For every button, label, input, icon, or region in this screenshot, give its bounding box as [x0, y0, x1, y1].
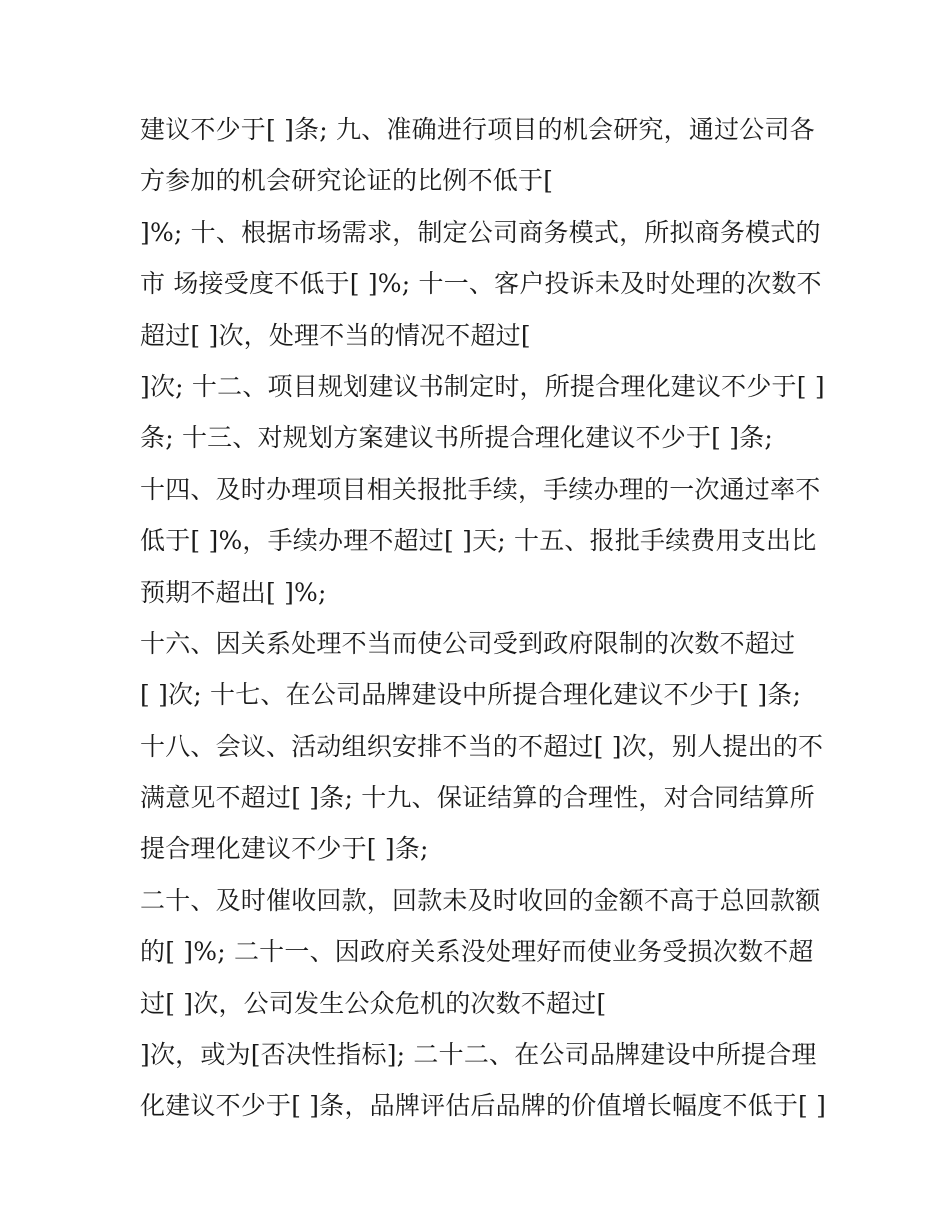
text-line: ]次; 十二、项目规划建议书制定时，所提合理化建议不少于[ ]: [140, 371, 825, 401]
text-line: 十六、因关系处理不当而使公司受到政府限制的次数不超过: [140, 628, 796, 658]
text-line: ]%; 十、根据市场需求，制定公司商务模式，所拟商务模式的: [140, 217, 821, 247]
text-line: 十八、会议、活动组织安排不当的不超过[ ]次，别人提出的不: [140, 731, 824, 761]
text-line: 预期不超出[ ]%;: [140, 577, 327, 607]
text-line: [ ]次; 十七、在公司品牌建设中所提合理化建议不少于[ ]条;: [140, 680, 802, 710]
text-line: 十四、及时办理项目相关报批手续，手续办理的一次通过率不: [140, 474, 821, 504]
text-line: 过[ ]次，公司发生公众危机的次数不超过[: [140, 988, 607, 1018]
text-line: 方参加的机会研究论证的比例不低于[: [140, 166, 554, 196]
text-line: 二十、及时催收回款，回款未及时收回的金额不高于总回款额: [140, 885, 821, 915]
text-line: ]次，或为[否决性指标]; 二十二、在公司品牌建设中所提合理: [140, 1040, 817, 1070]
text-line: 超过[ ]次，处理不当的情况不超过[: [140, 320, 531, 350]
text-line: 低于[ ]%，手续办理不超过[ ]天; 十五、报批手续费用支出比: [140, 526, 817, 556]
text-line: 化建议不少于[ ]条，品牌评估后品牌的价值增长幅度不低于[ ]: [140, 1091, 827, 1121]
body-text: [140, 104, 830, 1132]
text-line: 提合理化建议不少于[ ]条;: [140, 834, 429, 864]
text-line: 市 场接受度不低于[ ]%; 十一、客户投诉未及时处理的次数不: [140, 269, 822, 299]
text-line: 条; 十三、对规划方案建议书所提合理化建议不少于[ ]条;: [140, 423, 774, 453]
text-line: 建议不少于[ ]条; 九、准确进行项目的机会研究，通过公司各: [140, 115, 815, 144]
text-line: 的[ ]%; 二十一、因政府关系没处理好而使业务受损次数不超: [140, 937, 814, 967]
text-line: 满意见不超过[ ]条; 十九、保证结算的合理性，对合同结算所: [140, 783, 815, 813]
